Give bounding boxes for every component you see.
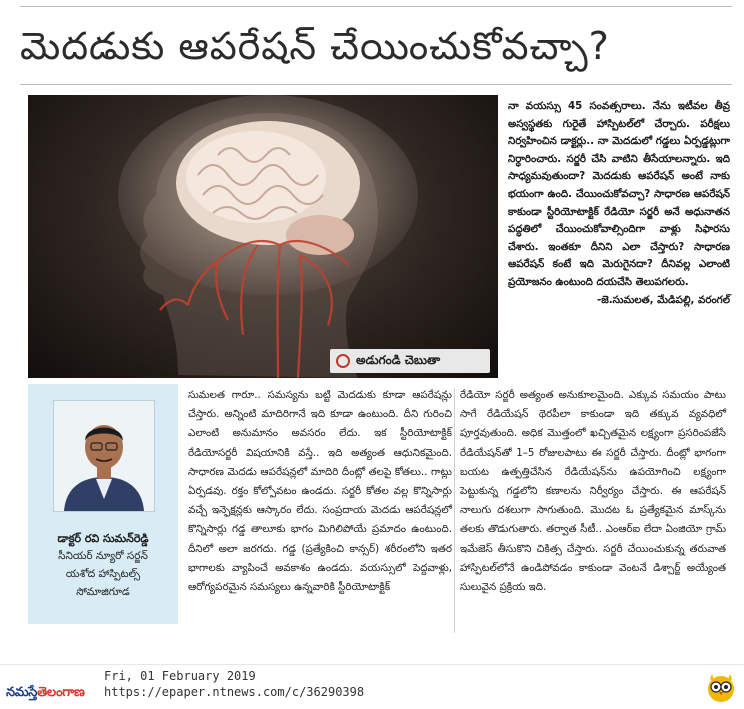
question-signature: -జె.సుమలత, మేడిపల్లి, వరంగల్ [596,293,730,306]
doctor-name: డాక్టర్ రవి సుమన్‌రెడ్డి [57,532,149,545]
doctor-hospital: యశోద హాస్పిటల్స్ [65,568,141,580]
doctor-location: సోమాజిగూడ [76,586,130,598]
headline: మెదడుకు ఆపరేషన్ చేయించుకోవచ్చా? [20,24,610,68]
edition-url[interactable]: https://epaper.ntnews.com/c/36290398 [104,685,365,699]
column-logo-icon [336,354,350,368]
column-tag [330,349,490,373]
doctor-photo [53,400,155,512]
headline-divider [20,84,732,85]
edition-date: Fri, 01 February 2019 [104,669,256,683]
doctor-title: సీనియర్ న్యూరో సర్జన్ [58,550,148,562]
question-text: నా వయస్సు 45 సంవత్సరాలు. నేను ఇటీవల తీవ్ర అస్వస్థతకు గురైతే హాస్పిటల్‌లో చేర్చారు. పరీక్షలు నిర్వహించిన డాక్టర్లు.. నా మెదడులో గడ్డలు ఏర్పడ్డట్లుగా నిర్ధారించారు. సర్జరీ చేసి వాటిని తీసేయాలన్నారు. ఇది సాధ్యమవుతుందా? మెదడుకు ఆపరేషన్ అంటే నాకు భయంగా ఉంది. చేయించుకోవచ్చా? సాధారణ ఆపరేషన్ కాకుండా స్టీరియోటాక్టిక్ రేడియో సర్జరీ అనే అధునాతన పద్ధతిలో చేయించుకోవాల్సిందిగా వాళ్లు సిఫారసు చేశారు. ఇంతకూ దీనిని ఎలా చేస్తారు? సాధారణ ఆపరేషన్ కంటే ఇది మెరుగైనదా? దీనివల్ల ఎలాంటి ప్రయోజనం ఉంటుంది దయచేసి తెలుపగలరు. [508,100,730,288]
brand-part-2: తెలంగాణ [37,685,85,700]
reader-question [508,98,730,309]
newspaper-logo [6,685,85,703]
top-divider [20,6,732,7]
answer-column-1 [188,386,452,597]
column-tag-label: అడుగండి చెబుతా [356,352,441,367]
answer-text-2: రేడియో సర్జరీ అత్యంత అనుకూలమైంది. ఎక్కువ సమయం పాటు సాగే రేడియేషన్ థెరపీలా కాకుండా ఇది తక్కువ వ్యవధిలో పూర్తవుతుంది. అధిక మొత్తంలో ఖచ్చితమైన లక్ష్యంగా ప్రసరింపజేసే రేడియేషన్‌తో 1–5 రోజులపాటు ఈ సర్జరీ చేస్తారు. దీంట్లో భాగంగా బయట ఉత్పత్తిచేసిన రేడియేషన్‌ను ఉపయోగించి లక్ష్యంగా పెట్టుకున్న గడ్డలోని కణాలను నిర్వీర్యం చేస్తారు. ఈ ఆపరేషన్ నాలుగు దశలుగా సాగుతుంది. మొదట ఓ ప్రత్యేకమైన మాస్క్‌ను తలకు తొడుగుతారు. తర్వాత సీటీ.. ఎంఆర్ఐ లేదా ఏంజియో గ్రామ్ ఇమేజెస్ తీసుకొని చికిత్స చేస్తారు. సర్జరీ చేయించుకున్న తరువాత హాస్పిటల్‌లోనే ఉండిపోవడం కాకుండా వెంటనే డిశ్చార్జ్ అయ్యేంత సులువైన ప్రక్రియ ఇది. [460,389,726,594]
epaper-footer [0,664,744,709]
owl-icon [706,671,736,703]
head-silhouette-graphic [28,95,498,378]
doctor-profile [28,384,178,624]
brain-illustration [28,95,498,378]
column-divider [454,388,455,633]
answer-text-1: సుమలత గారూ.. సమస్యను బట్టి మెదడుకు కూడా ఆపరేషన్లు చేస్తారు. అన్నింటి మాదిరిగానే ఇది కూడా ఉంటుంది. దీని గురించి ఎలాంటి అనుమానం అవసరం లేదు. ఇక స్టీరియోటాక్టిక్ రేడియోసర్జరీ విషయానికి వస్తే.. ఇది అత్యంత ఆధునికమైంది. సాధారణ మెదడు ఆపరేషన్లలో మాదిరి దీంట్లో తలపై కోతలు.. గాట్లు ఏర్పడవు. రక్తం కోల్పోవటం ఉండదు. సర్జరీ కోతల వల్ల కొన్నిసార్లు వచ్చే ఇన్ఫెక్షన్లకు ఆస్కారం లేదు. సంప్రదాయ మెదడు ఆపరేషన్లలో కొన్నిసార్లు గడ్డ తాలూకు భాగం మిగిలిపోయే ప్రమాదం ఉంటుంది. దీనిలో అలా జరగదు. గడ్డ (ప్రత్యేకించి కాన్సర్) శరీరంలోని ఇతర భాగాలకు వ్యాపించే అవకాశం ఉండదు. వయస్సులో పెద్దవాళ్లు, ఆరోగ్యపరమైన సమస్యలు ఉన్నవారికి స్టీరియోటాక్టిక్ [188,389,452,594]
answer-column-2 [460,386,726,597]
brand-part-1: నమస్తే [6,685,38,700]
